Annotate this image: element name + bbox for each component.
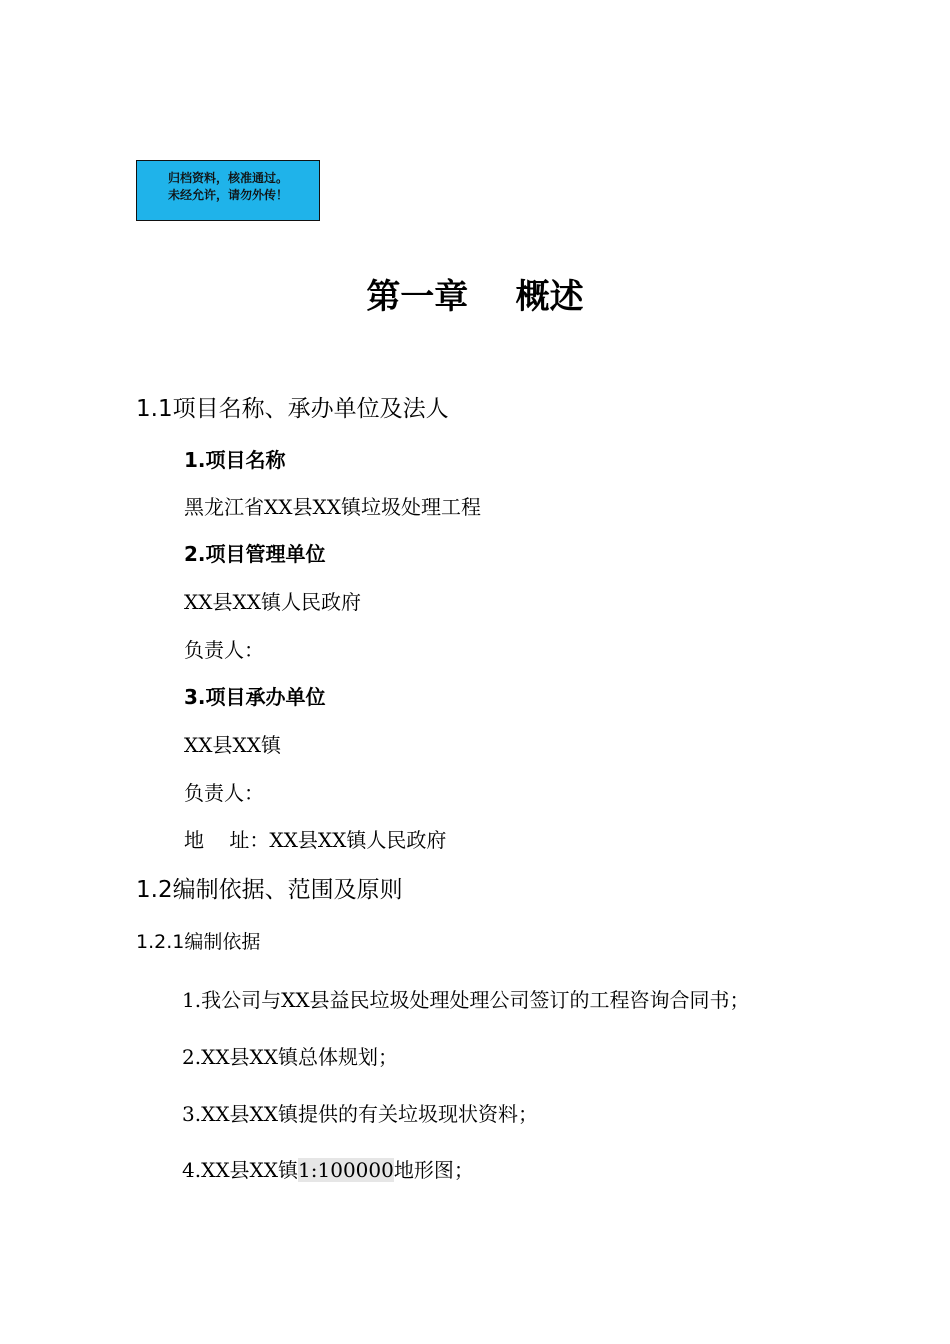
- section-heading-1-1: 1.1项目名称、承办单位及法人: [136, 396, 449, 422]
- undertaking-unit-address: 地 址：XX县XX镇人民政府: [184, 828, 447, 852]
- item-title-undertaking-unit: 3.项目承办单位: [184, 685, 326, 709]
- basis-item-2: 2.XX县XX镇总体规划；: [182, 1045, 399, 1069]
- map-scale-highlight: 1:100000: [298, 1158, 394, 1182]
- chapter-title: 第一章 概述: [366, 277, 584, 317]
- basis-item-4-suffix: 地形图；: [393, 1158, 474, 1182]
- stamp-line-2: 未经允许，请勿外传！: [167, 188, 288, 202]
- undertaking-unit-person: 负责人：: [184, 781, 264, 805]
- management-unit-text: XX县XX镇人民政府: [184, 590, 361, 614]
- undertaking-unit-text: XX县XX镇: [184, 733, 281, 757]
- item-title-management-unit: 2.项目管理单位: [184, 542, 326, 566]
- basis-item-1: 1.我公司与XX县益民垃圾处理处理公司签订的工程咨询合同书；: [182, 988, 750, 1012]
- management-unit-person: 负责人：: [184, 638, 264, 662]
- basis-item-3: 3.XX县XX镇提供的有关垃圾现状资料；: [182, 1102, 539, 1126]
- basis-item-4: [182, 1156, 474, 1184]
- item-title-project-name: 1.项目名称: [184, 448, 286, 472]
- basis-item-4-prefix: 4.XX县XX镇: [182, 1158, 299, 1182]
- sub-heading-1-2-1: 1.2.1编制依据: [136, 931, 261, 953]
- stamp-line-1: 归档资料，核准通过。: [167, 171, 288, 185]
- archive-stamp: [136, 160, 320, 221]
- section-heading-1-2: 1.2编制依据、范围及原则: [136, 877, 403, 903]
- project-name-text: 黑龙江省XX县XX镇垃圾处理工程: [184, 495, 481, 519]
